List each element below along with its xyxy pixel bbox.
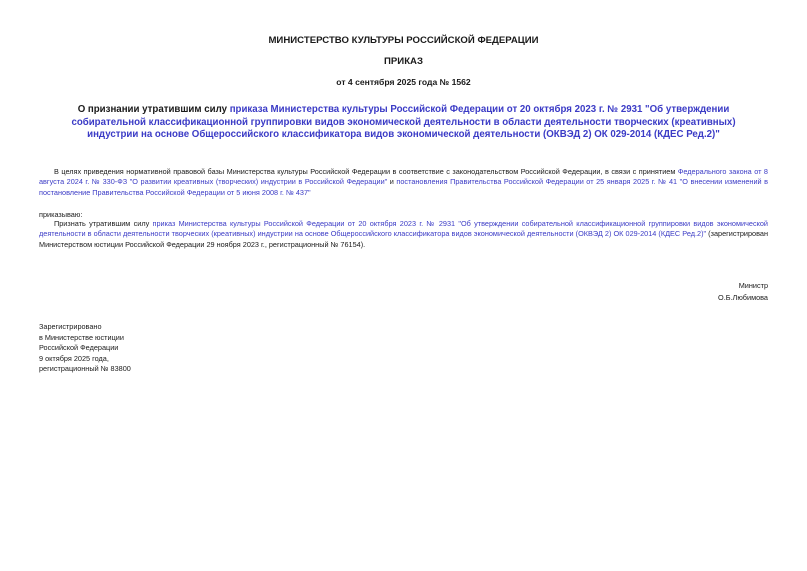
government-decree-link[interactable]: постановления Правительства Российской Федерации от 25 января 2025 г. № 41 "О внесении изменений в постановление Правительства Российской Федерации от 5 июня 2008 г. № 437": [39, 177, 768, 197]
registration-line: Зарегистрировано: [39, 322, 102, 331]
ministry-name: МИНИСТЕРСТВО КУЛЬТУРЫ РОССИЙСКОЙ ФЕДЕРАЦИИ: [268, 35, 539, 46]
registration-block: [39, 322, 131, 375]
signatory-name: О.Б.Любимова: [718, 292, 768, 302]
operative-paragraph: [39, 219, 768, 250]
signatory-position: Министр: [738, 281, 768, 290]
document-date-number: от 4 сентября 2025 года № 1562: [336, 77, 471, 87]
operative-text-2: (зарегистрирован Министерством юстиции Российской Федерации 29 ноября 2023 г., регистрационный № 76154).: [39, 229, 768, 249]
preamble-paragraph: [39, 167, 768, 198]
signature-block: [718, 280, 768, 303]
registration-line: Российской Федерации: [39, 343, 119, 353]
orders-word: приказываю:: [39, 210, 83, 219]
preamble-text-1: В целях приведения нормативной правовой базы Министерства культуры Российской Федерации в соответствие с законодательством Российской Федерации, в связи с принятием: [54, 167, 678, 176]
operative-text-1: Признать утратившим силу: [54, 219, 153, 228]
preamble-text-2: и: [387, 177, 397, 187]
registration-line: в Министерстве юстиции: [39, 332, 124, 342]
title-order-link[interactable]: приказа Министерства культуры Российской Федерации от 20 октября 2023 г. № 2931 "Об утверждении собирательной классификационной группировки видов экономической деятельности в области деятельности творческих (креативных) индустрии на основе Общероссийского классификатора видов экономической деятельности (ОКВЭД 2) ОК 029-2014 (КДЕС Ред.2)": [71, 104, 736, 141]
registration-line: регистрационный № 83800: [39, 364, 131, 374]
document-type: ПРИКАЗ: [384, 56, 423, 67]
title-prefix: О признании утратившим силу: [77, 104, 230, 115]
repealed-order-link[interactable]: приказ Министерства культуры Российской Федерации от 20 октября 2023 г. № 2931 "Об утверждении собирательной классификационной группировки видов экономической деятельности в области деятельности творческих (креативных) индустрии на основе Общероссийского классификатора видов экономической деятельности (ОКВЭД 2) ОК 029-2014 (КДЕС Ред.2)": [39, 219, 768, 239]
federal-law-link[interactable]: Федерального закона от 8 августа 2024 г. № 330-ФЗ "О развитии креативных (творческих) индустрии в Российской Федерации": [39, 167, 768, 187]
document-title: [50, 104, 757, 142]
registration-line: 9 октября 2025 года,: [39, 353, 109, 363]
